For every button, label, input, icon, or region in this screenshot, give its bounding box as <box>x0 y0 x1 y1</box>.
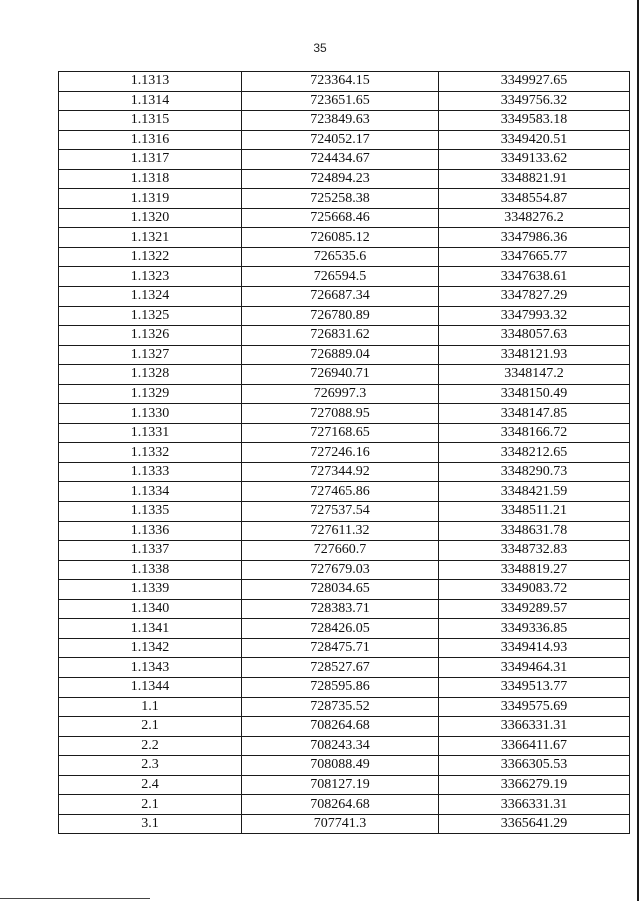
scan-edge-right <box>637 0 639 901</box>
point-id-cell: 3.1 <box>59 814 242 834</box>
y-coordinate-cell: 3347993.32 <box>439 306 630 326</box>
x-coordinate-cell: 726889.04 <box>242 345 439 365</box>
x-coordinate-cell: 727537.54 <box>242 502 439 522</box>
point-id-cell: 1.1323 <box>59 267 242 287</box>
point-id-cell: 2.4 <box>59 775 242 795</box>
table-row <box>59 306 630 326</box>
table-row <box>59 423 630 443</box>
table-row <box>59 697 630 717</box>
y-coordinate-cell: 3348147.2 <box>439 365 630 385</box>
x-coordinate-cell: 727611.32 <box>242 521 439 541</box>
y-coordinate-cell: 3348554.87 <box>439 189 630 209</box>
y-coordinate-cell: 3348511.21 <box>439 502 630 522</box>
table-row <box>59 599 630 619</box>
table-row <box>59 560 630 580</box>
x-coordinate-cell: 725258.38 <box>242 189 439 209</box>
table-row <box>59 247 630 267</box>
x-coordinate-cell: 727168.65 <box>242 423 439 443</box>
point-id-cell: 1.1320 <box>59 208 242 228</box>
x-coordinate-cell: 708264.68 <box>242 717 439 737</box>
y-coordinate-cell: 3366331.31 <box>439 717 630 737</box>
point-id-cell: 2.3 <box>59 756 242 776</box>
y-coordinate-cell: 3347827.29 <box>439 287 630 307</box>
x-coordinate-cell: 708127.19 <box>242 775 439 795</box>
y-coordinate-cell: 3348631.78 <box>439 521 630 541</box>
table-row <box>59 443 630 463</box>
x-coordinate-cell: 708088.49 <box>242 756 439 776</box>
x-coordinate-cell: 723849.63 <box>242 111 439 131</box>
table-row <box>59 326 630 346</box>
y-coordinate-cell: 3349414.93 <box>439 638 630 658</box>
table-row <box>59 619 630 639</box>
x-coordinate-cell: 708264.68 <box>242 795 439 815</box>
x-coordinate-cell: 726687.34 <box>242 287 439 307</box>
point-id-cell: 2.1 <box>59 717 242 737</box>
point-id-cell: 2.2 <box>59 736 242 756</box>
y-coordinate-cell: 3366411.67 <box>439 736 630 756</box>
point-id-cell: 1.1333 <box>59 462 242 482</box>
point-id-cell: 1.1329 <box>59 384 242 404</box>
table-row <box>59 814 630 834</box>
point-id-cell: 1.1324 <box>59 287 242 307</box>
table-row <box>59 717 630 737</box>
y-coordinate-cell: 3348057.63 <box>439 326 630 346</box>
y-coordinate-cell: 3347986.36 <box>439 228 630 248</box>
x-coordinate-cell: 726780.89 <box>242 306 439 326</box>
x-coordinate-cell: 726535.6 <box>242 247 439 267</box>
point-id-cell: 1.1334 <box>59 482 242 502</box>
y-coordinate-cell: 3348821.91 <box>439 169 630 189</box>
table-row <box>59 580 630 600</box>
y-coordinate-cell: 3348732.83 <box>439 541 630 561</box>
x-coordinate-cell: 727660.7 <box>242 541 439 561</box>
point-id-cell: 1.1322 <box>59 247 242 267</box>
table-row <box>59 365 630 385</box>
y-coordinate-cell: 3348121.93 <box>439 345 630 365</box>
x-coordinate-cell: 727088.95 <box>242 404 439 424</box>
y-coordinate-cell: 3348421.59 <box>439 482 630 502</box>
x-coordinate-cell: 724052.17 <box>242 130 439 150</box>
x-coordinate-cell: 728034.65 <box>242 580 439 600</box>
y-coordinate-cell: 3349927.65 <box>439 72 630 92</box>
table-row <box>59 130 630 150</box>
table-row <box>59 267 630 287</box>
x-coordinate-cell: 708243.34 <box>242 736 439 756</box>
x-coordinate-cell: 727344.92 <box>242 462 439 482</box>
y-coordinate-cell: 3349575.69 <box>439 697 630 717</box>
table-row <box>59 228 630 248</box>
point-id-cell: 1.1315 <box>59 111 242 131</box>
point-id-cell: 1.1339 <box>59 580 242 600</box>
x-coordinate-cell: 726594.5 <box>242 267 439 287</box>
coordinates-table-body <box>59 72 630 834</box>
y-coordinate-cell: 3349420.51 <box>439 130 630 150</box>
y-coordinate-cell: 3348819.27 <box>439 560 630 580</box>
point-id-cell: 1.1341 <box>59 619 242 639</box>
y-coordinate-cell: 3349464.31 <box>439 658 630 678</box>
point-id-cell: 1.1 <box>59 697 242 717</box>
y-coordinate-cell: 3366331.31 <box>439 795 630 815</box>
x-coordinate-cell: 726831.62 <box>242 326 439 346</box>
y-coordinate-cell: 3347638.61 <box>439 267 630 287</box>
y-coordinate-cell: 3349289.57 <box>439 599 630 619</box>
point-id-cell: 1.1313 <box>59 72 242 92</box>
x-coordinate-cell: 724434.67 <box>242 150 439 170</box>
table-row <box>59 502 630 522</box>
point-id-cell: 1.1335 <box>59 502 242 522</box>
table-row <box>59 72 630 92</box>
table-row <box>59 384 630 404</box>
point-id-cell: 1.1343 <box>59 658 242 678</box>
y-coordinate-cell: 3348150.49 <box>439 384 630 404</box>
x-coordinate-cell: 723651.65 <box>242 91 439 111</box>
table-row <box>59 756 630 776</box>
y-coordinate-cell: 3349583.18 <box>439 111 630 131</box>
table-row <box>59 677 630 697</box>
point-id-cell: 1.1314 <box>59 91 242 111</box>
table-row <box>59 482 630 502</box>
point-id-cell: 1.1327 <box>59 345 242 365</box>
x-coordinate-cell: 726085.12 <box>242 228 439 248</box>
page-number: 35 <box>313 41 327 55</box>
y-coordinate-cell: 3348212.65 <box>439 443 630 463</box>
x-coordinate-cell: 728527.67 <box>242 658 439 678</box>
point-id-cell: 1.1336 <box>59 521 242 541</box>
x-coordinate-cell: 707741.3 <box>242 814 439 834</box>
coordinates-table <box>58 71 630 834</box>
point-id-cell: 1.1337 <box>59 541 242 561</box>
point-id-cell: 2.1 <box>59 795 242 815</box>
point-id-cell: 1.1344 <box>59 677 242 697</box>
table-row <box>59 541 630 561</box>
table-row <box>59 795 630 815</box>
y-coordinate-cell: 3349513.77 <box>439 677 630 697</box>
x-coordinate-cell: 724894.23 <box>242 169 439 189</box>
point-id-cell: 1.1331 <box>59 423 242 443</box>
scan-edge-bottom <box>0 898 150 899</box>
table-row <box>59 189 630 209</box>
x-coordinate-cell: 728475.71 <box>242 638 439 658</box>
table-row <box>59 521 630 541</box>
point-id-cell: 1.1338 <box>59 560 242 580</box>
point-id-cell: 1.1342 <box>59 638 242 658</box>
y-coordinate-cell: 3348276.2 <box>439 208 630 228</box>
point-id-cell: 1.1330 <box>59 404 242 424</box>
table-row <box>59 736 630 756</box>
point-id-cell: 1.1317 <box>59 150 242 170</box>
x-coordinate-cell: 727246.16 <box>242 443 439 463</box>
table-row <box>59 208 630 228</box>
table-row <box>59 345 630 365</box>
table-row <box>59 775 630 795</box>
table-row <box>59 287 630 307</box>
point-id-cell: 1.1326 <box>59 326 242 346</box>
point-id-cell: 1.1321 <box>59 228 242 248</box>
y-coordinate-cell: 3347665.77 <box>439 247 630 267</box>
y-coordinate-cell: 3349083.72 <box>439 580 630 600</box>
y-coordinate-cell: 3348290.73 <box>439 462 630 482</box>
table-row <box>59 462 630 482</box>
x-coordinate-cell: 727465.86 <box>242 482 439 502</box>
y-coordinate-cell: 3348166.72 <box>439 423 630 443</box>
point-id-cell: 1.1332 <box>59 443 242 463</box>
y-coordinate-cell: 3366279.19 <box>439 775 630 795</box>
table-row <box>59 404 630 424</box>
y-coordinate-cell: 3348147.85 <box>439 404 630 424</box>
y-coordinate-cell: 3366305.53 <box>439 756 630 776</box>
y-coordinate-cell: 3365641.29 <box>439 814 630 834</box>
point-id-cell: 1.1325 <box>59 306 242 326</box>
x-coordinate-cell: 725668.46 <box>242 208 439 228</box>
table-row <box>59 658 630 678</box>
x-coordinate-cell: 723364.15 <box>242 72 439 92</box>
x-coordinate-cell: 728426.05 <box>242 619 439 639</box>
table-row <box>59 91 630 111</box>
table-row <box>59 638 630 658</box>
y-coordinate-cell: 3349133.62 <box>439 150 630 170</box>
x-coordinate-cell: 728595.86 <box>242 677 439 697</box>
x-coordinate-cell: 726997.3 <box>242 384 439 404</box>
point-id-cell: 1.1319 <box>59 189 242 209</box>
y-coordinate-cell: 3349756.32 <box>439 91 630 111</box>
x-coordinate-cell: 726940.71 <box>242 365 439 385</box>
point-id-cell: 1.1316 <box>59 130 242 150</box>
y-coordinate-cell: 3349336.85 <box>439 619 630 639</box>
x-coordinate-cell: 728383.71 <box>242 599 439 619</box>
point-id-cell: 1.1340 <box>59 599 242 619</box>
x-coordinate-cell: 727679.03 <box>242 560 439 580</box>
table-row <box>59 169 630 189</box>
x-coordinate-cell: 728735.52 <box>242 697 439 717</box>
point-id-cell: 1.1328 <box>59 365 242 385</box>
table-row <box>59 111 630 131</box>
point-id-cell: 1.1318 <box>59 169 242 189</box>
table-row <box>59 150 630 170</box>
